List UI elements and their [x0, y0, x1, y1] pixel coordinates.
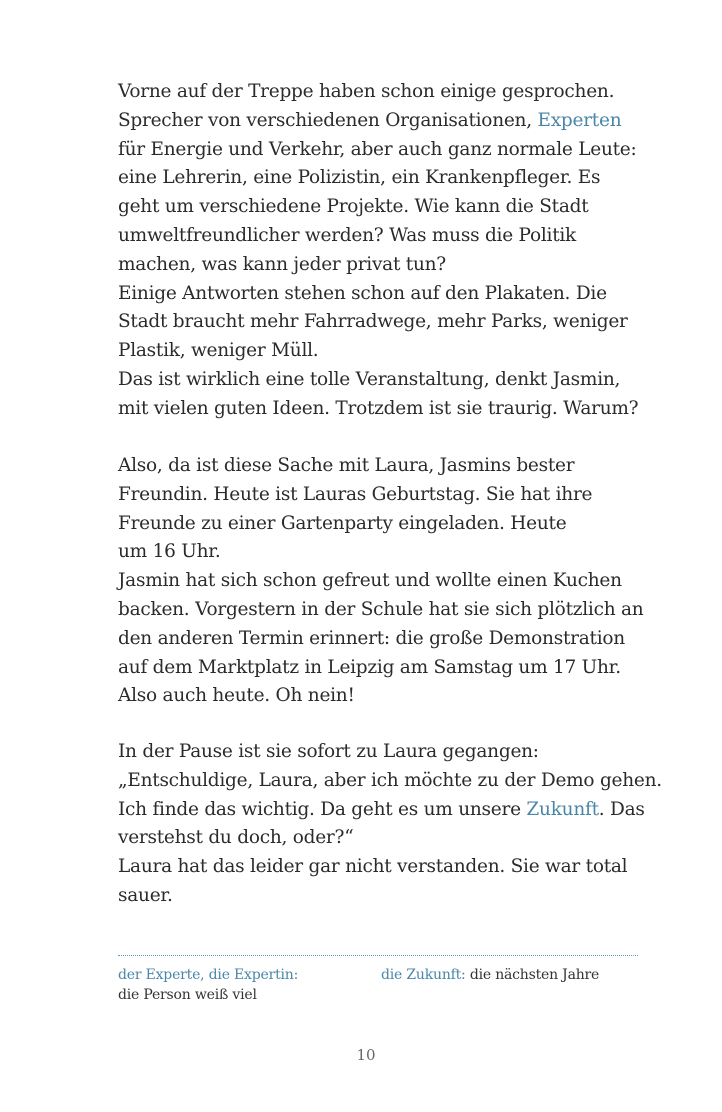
page-number: 10 [356, 1046, 376, 1064]
text-line: Das ist wirklich eine tolle Veranstaltung, denkt Jasmin, [118, 368, 621, 390]
text-line: geht um verschiedene Projekte. Wie kann die Stadt [118, 196, 589, 218]
text-line: machen, was kann jeder privat tun? [118, 253, 446, 275]
text-segment: Sprecher von verschiedenen Organisationen, [118, 109, 538, 131]
text-line: Vorne auf der Treppe haben schon einige gesprochen. [118, 81, 615, 102]
text-line: Freunde zu einer Gartenparty eingeladen. Heute [118, 512, 567, 534]
text-line: verstehst du doch, oder?“ [118, 827, 354, 849]
glossary-divider [118, 955, 638, 956]
text-line: Also, da ist diese Sache mit Laura, Jasmins bester [118, 455, 575, 476]
paragraph-1 [118, 78, 658, 424]
glossary-word-experten: Experten [537, 109, 622, 131]
glossary-definition: die Person weiß viel [118, 987, 257, 1003]
text-line: für Energie und Verkehr, aber auch ganz normale Leute: [118, 138, 637, 160]
text-line: mit vielen guten Ideen. Trotzdem ist sie traurig. Warum? [118, 397, 639, 419]
glossary-definition: die nächsten Jahre [465, 967, 600, 983]
text-line: Stadt braucht mehr Fahrradwege, mehr Parks, weniger [118, 311, 628, 333]
text-segment: Ich finde das wichtig. Da geht es um unsere [118, 798, 527, 820]
text-line: eine Lehrerin, eine Polizistin, ein Krankenpfleger. Es [118, 167, 601, 189]
text-line: Also auch heute. Oh nein! [118, 685, 355, 707]
glossary-entry-zukunft [381, 965, 641, 985]
text-line: „Entschuldige, Laura, aber ich möchte zu der Demo gehen. [118, 769, 662, 791]
text-line: In der Pause ist sie sofort zu Laura gegangen: [118, 741, 539, 762]
text-line: Plastik, weniger Müll. [118, 340, 319, 362]
text-line: Jasmin hat sich schon gefreut und wollte einen Kuchen [118, 570, 622, 592]
glossary-entry-experte [118, 965, 358, 1005]
glossary-term: die Zukunft: [381, 967, 466, 983]
text-line: den anderen Termin erinnert: die große Demonstration [118, 627, 625, 649]
glossary-word-zukunft: Zukunft [526, 798, 599, 820]
text-line [118, 796, 658, 825]
text-line: umweltfreundlicher werden? Was muss die Politik [118, 224, 577, 246]
text-line: um 16 Uhr. [118, 541, 221, 563]
paragraph-3 [118, 738, 662, 911]
text-line: backen. Vorgestern in der Schule hat sie sich plötzlich an [118, 598, 644, 620]
text-line: auf dem Marktplatz in Leipzig am Samstag um 17 Uhr. [118, 656, 621, 678]
paragraph-2 [118, 452, 658, 711]
text-segment: . Das [598, 798, 645, 820]
text-line: Laura hat das leider gar nicht verstanden. Sie war total [118, 856, 628, 878]
text-line: Freundin. Heute ist Lauras Geburtstag. Sie hat ihre [118, 483, 593, 505]
text-line: sauer. [118, 884, 173, 906]
text-line [118, 107, 658, 136]
text-line: Einige Antworten stehen schon auf den Plakaten. Die [118, 282, 607, 304]
glossary-term: der Experte, die Expertin: [118, 967, 299, 983]
